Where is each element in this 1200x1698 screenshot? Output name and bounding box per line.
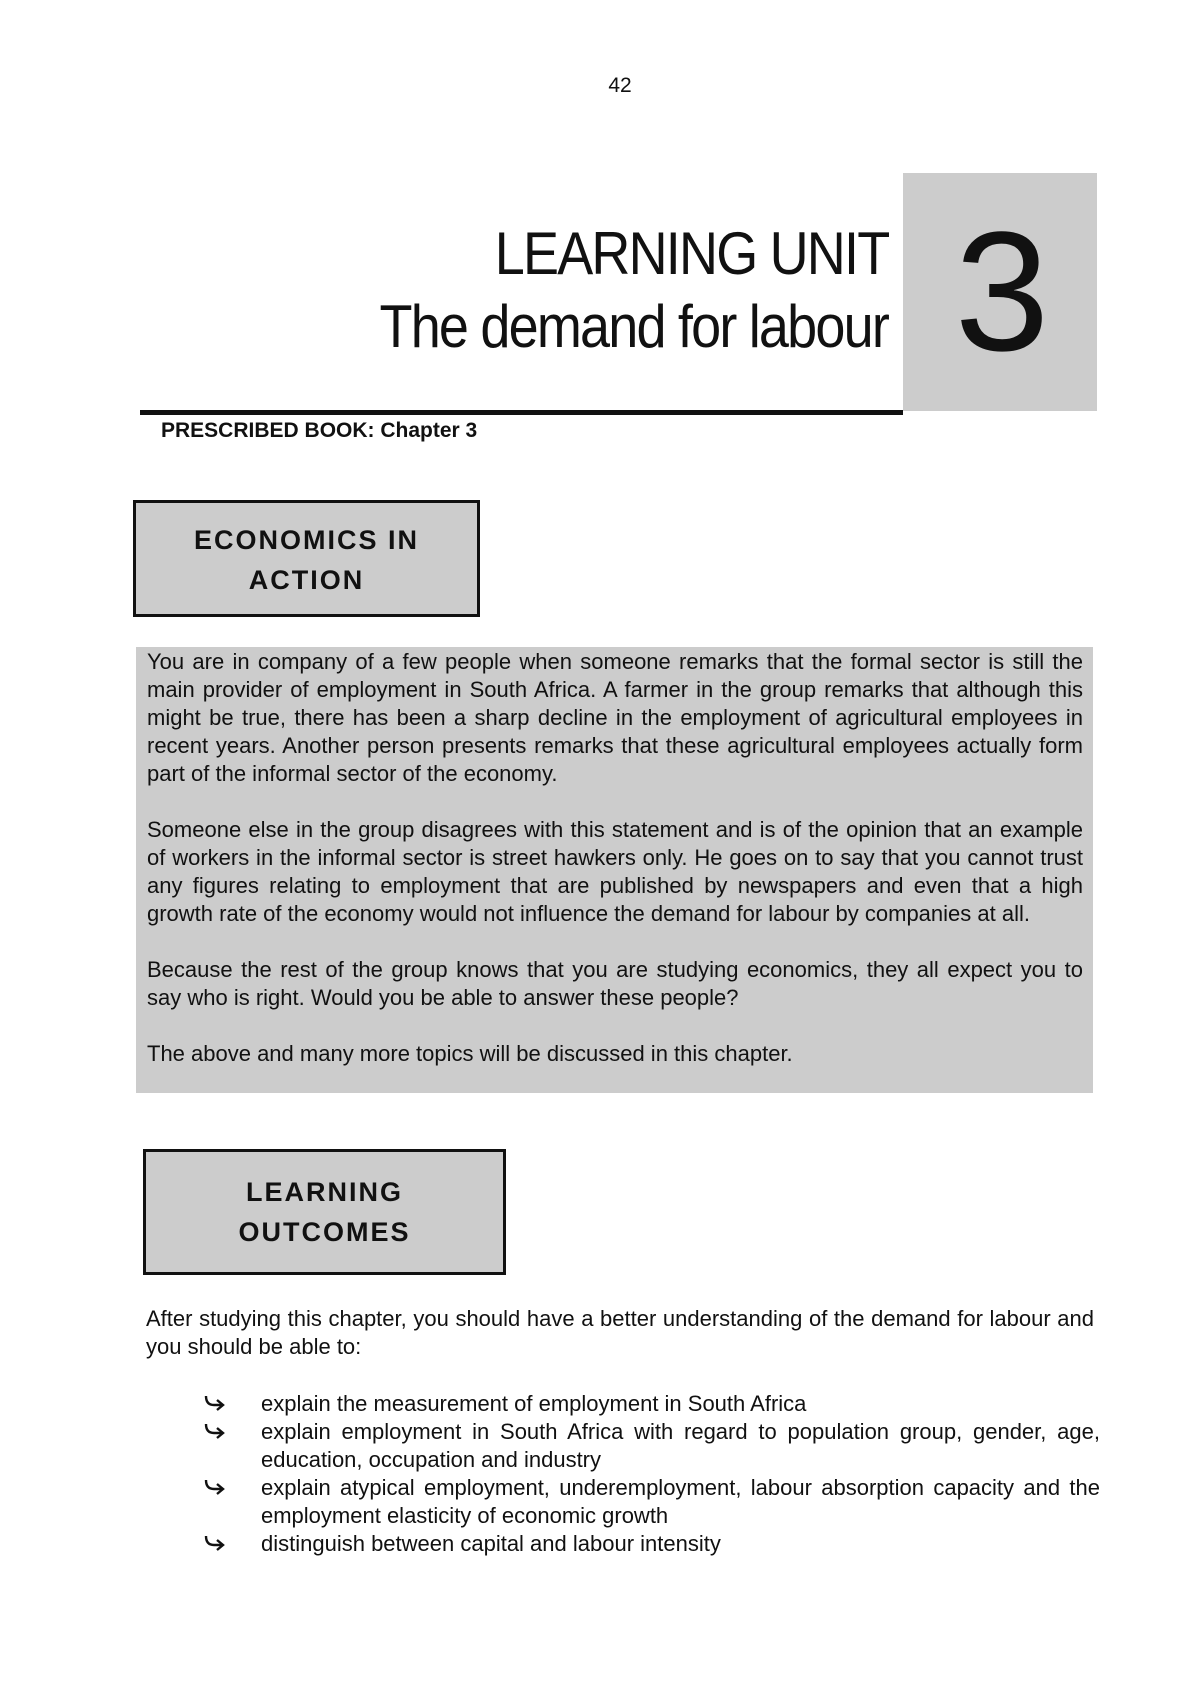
hooked-right-arrow-icon (203, 1390, 227, 1418)
learning-outcome-item (0, 1474, 1100, 1530)
learning-outcomes-heading-box (143, 1149, 506, 1275)
economics-in-action-heading-box (133, 500, 480, 617)
prescribed-book: PRESCRIBED BOOK: Chapter 3 (161, 419, 478, 442)
hooked-right-arrow-icon (203, 1418, 227, 1446)
economics-in-action-heading-line1: ECONOMICS IN (193, 525, 419, 555)
economics-in-action-heading-line2: ACTION (248, 565, 365, 595)
learning-outcome-text: explain the measurement of employment in South Africa (261, 1391, 807, 1416)
scenario-paragraph-2: Someone else in the group disagrees with this statement and is of the opinion that an example of workers in the informal sector is street hawkers only. He goes on to say that you cannot trust any figures relating to employment that are published by newspapers and even that a high growth rate of the economy would not influence the demand for labour by companies at all. (147, 817, 1083, 926)
scenario-paragraph-4: The above and many more topics will be discussed in this chapter. (147, 1041, 793, 1066)
unit-label: LEARNING UNIT (494, 220, 888, 287)
learning-outcome-text: distinguish between capital and labour intensity (261, 1531, 721, 1556)
learning-outcome-item (0, 1390, 1100, 1418)
scenario-paragraph-1: You are in company of a few people when someone remarks that the formal sector is still the main provider of employment in South Africa. A farmer in the group remarks that although this might be true, there has been a sharp decline in the employment of agricultural employees in recent years. Another person presents remarks that these agricultural employees actually form part of the informal sector of the economy. (147, 649, 1083, 786)
page-number: 42 (608, 74, 632, 97)
unit-number: 3 (954, 197, 1046, 387)
learning-outcomes-list (0, 1390, 1100, 1558)
hooked-right-arrow-icon (203, 1474, 227, 1502)
learning-outcome-text: explain atypical employment, underemployment, labour absorption capacity and the employment elasticity of economic growth (261, 1475, 1100, 1528)
scenario-paragraph-3: Because the rest of the group knows that you are studying economics, they all expect you to say who is right. Would you be able to answer these people? (147, 957, 1083, 1010)
economics-in-action-panel (136, 647, 1093, 1093)
learning-outcomes-intro: After studying this chapter, you should have a better understanding of the demand for labour and you should be able to: (146, 1306, 1094, 1359)
learning-outcomes-heading-line1: LEARNING (246, 1177, 403, 1207)
title-rule (140, 410, 903, 415)
unit-number-box (903, 173, 1097, 411)
learning-outcome-item (0, 1530, 1100, 1558)
learning-outcome-text: explain employment in South Africa with regard to population group, gender, age, education, occupation and industry (261, 1419, 1100, 1472)
learning-outcome-item (0, 1418, 1100, 1474)
learning-outcomes-heading-line2: OUTCOMES (238, 1217, 411, 1247)
unit-title: The demand for labour (379, 293, 888, 360)
hooked-right-arrow-icon (203, 1530, 227, 1558)
